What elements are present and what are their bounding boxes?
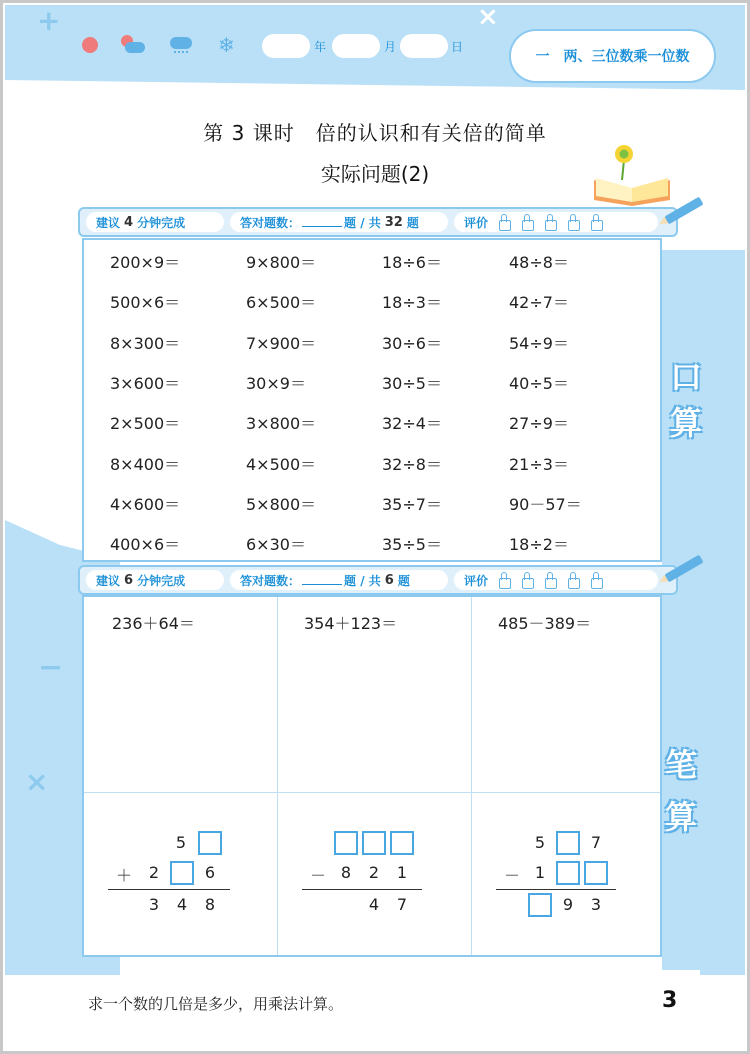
- oral-total: 32: [384, 214, 403, 230]
- thumb-icon[interactable]: [520, 214, 534, 230]
- total-label: 题 / 共: [344, 573, 381, 588]
- vertical-problem: [302, 829, 432, 929]
- thumb-icon[interactable]: [543, 214, 557, 230]
- total-unit: 题: [406, 215, 419, 230]
- answer-box[interactable]: [556, 861, 580, 885]
- answer-box[interactable]: [528, 893, 552, 917]
- page-number: 3: [662, 988, 678, 1013]
- oral-problem: 18÷6＝: [382, 253, 442, 272]
- oral-problem: 90－57＝: [509, 494, 582, 514]
- answer-box[interactable]: [170, 861, 194, 885]
- oral-problem: 48÷8＝: [509, 253, 569, 272]
- times-decor-icon: ×: [477, 2, 499, 32]
- oral-problem: 7×900＝: [246, 333, 317, 353]
- thumb-icon[interactable]: [566, 572, 580, 588]
- correct-count-field[interactable]: [302, 217, 342, 227]
- answer-box[interactable]: [584, 861, 608, 885]
- thumb-icon[interactable]: [566, 214, 580, 230]
- digit: 8: [204, 895, 216, 914]
- thumb-icon[interactable]: [589, 214, 603, 230]
- oral-problem: 30×9＝: [246, 373, 306, 393]
- vertical-problem: [108, 829, 238, 929]
- oral-problem: 30÷6＝: [382, 333, 442, 353]
- digit: 5: [175, 833, 187, 852]
- oral-problem: 27÷9＝: [509, 414, 569, 434]
- difference-line: [302, 889, 422, 890]
- day-label: 日: [451, 40, 464, 54]
- book-flower-icon: [590, 140, 674, 206]
- digit: 1: [396, 863, 408, 882]
- thumb-icon[interactable]: [589, 572, 603, 588]
- month-field[interactable]: [332, 34, 380, 58]
- operator: －: [309, 866, 326, 885]
- suggest-label: 建议: [96, 215, 121, 230]
- digit: 5: [534, 833, 546, 852]
- oral-problem: 8×300＝: [110, 333, 181, 353]
- oral-problem: 4×600＝: [110, 494, 181, 514]
- written-side-label-2: 算: [665, 798, 698, 836]
- row-divider: [84, 792, 660, 793]
- digit: 7: [396, 895, 408, 914]
- oral-problem: 8×400＝: [110, 454, 181, 474]
- chapter-badge: [509, 29, 716, 83]
- oral-problem: 3×600＝: [110, 373, 181, 393]
- vertical-problem: [496, 829, 626, 929]
- oral-score: [230, 212, 448, 232]
- written-problem: 485－389＝: [498, 614, 592, 633]
- oral-side-label-2: 算: [670, 404, 703, 442]
- lesson-subtitle: 实际问题(2): [320, 162, 430, 186]
- written-info-bar: [78, 565, 678, 595]
- oral-problem: 32÷4＝: [382, 414, 442, 434]
- oral-time-suggestion: [86, 212, 224, 232]
- oral-problem: 35÷7＝: [382, 494, 442, 514]
- digit: 9: [562, 895, 574, 914]
- plus-decor-icon: +: [37, 4, 61, 37]
- oral-problem: 500×6＝: [110, 293, 181, 313]
- answer-box[interactable]: [390, 831, 414, 855]
- oral-problem: 6×30＝: [246, 535, 306, 555]
- thumb-icon[interactable]: [497, 572, 511, 588]
- answer-box[interactable]: [334, 831, 358, 855]
- oral-problem: 32÷8＝: [382, 454, 442, 474]
- oral-side-label-1: 口: [670, 358, 703, 396]
- digit: 1: [534, 863, 546, 882]
- written-score: [230, 570, 448, 590]
- digit: 2: [368, 863, 380, 882]
- oral-minutes: 4: [124, 214, 134, 230]
- written-rating: [454, 570, 658, 590]
- oral-problem: 3×800＝: [246, 414, 317, 434]
- oral-problem: 5×800＝: [246, 494, 317, 514]
- weather-snowy-icon[interactable]: ❄: [218, 33, 235, 57]
- digit: 6: [204, 863, 216, 882]
- digit: 4: [176, 895, 188, 914]
- day-field[interactable]: [400, 34, 448, 58]
- operator: ＋: [115, 866, 132, 885]
- oral-problem: 9×800＝: [246, 253, 317, 272]
- answer-box[interactable]: [198, 831, 222, 855]
- oral-problem: 18÷2＝: [509, 535, 569, 555]
- digit: 3: [590, 895, 602, 914]
- operator: －: [503, 866, 520, 885]
- thumb-icon[interactable]: [520, 572, 534, 588]
- oral-info-bar: [78, 207, 678, 237]
- answer-box[interactable]: [362, 831, 386, 855]
- total-label: 题 / 共: [344, 215, 381, 230]
- lesson-title: 第 3 课时 倍的认识和有关倍的简单: [203, 121, 547, 145]
- oral-problem: 21÷3＝: [509, 454, 569, 474]
- times-decor-icon: ×: [25, 765, 49, 798]
- year-label: 年: [314, 40, 327, 54]
- year-field[interactable]: [262, 34, 310, 58]
- minus-decor-icon: −: [38, 650, 64, 685]
- digit: 2: [148, 863, 160, 882]
- column-divider: [277, 597, 278, 955]
- difference-line: [496, 889, 616, 890]
- digit: 3: [148, 895, 160, 914]
- correct-count-field[interactable]: [302, 575, 342, 585]
- answer-box[interactable]: [556, 831, 580, 855]
- thumb-icon[interactable]: [497, 214, 511, 230]
- sum-line: [108, 889, 230, 890]
- minutes-unit: 分钟完成: [137, 215, 186, 230]
- oral-calculation-panel: [82, 238, 662, 562]
- minutes-unit: 分钟完成: [137, 573, 186, 588]
- oral-problem: 4×500＝: [246, 454, 317, 474]
- column-divider: [471, 597, 472, 955]
- oral-problem: 6×500＝: [246, 293, 317, 313]
- oral-problem: 2×500＝: [110, 414, 181, 434]
- weather-cloudy-icon[interactable]: [119, 35, 147, 55]
- oral-problem: 400×6＝: [110, 535, 181, 555]
- total-unit: 题: [397, 573, 410, 588]
- digit: 7: [590, 833, 602, 852]
- oral-problem: 18÷3＝: [382, 293, 442, 313]
- rating-label: 评价: [464, 215, 489, 230]
- written-total: 6: [384, 572, 394, 588]
- thumb-icon[interactable]: [543, 572, 557, 588]
- oral-problem: 200×9＝: [110, 253, 181, 272]
- written-minutes: 6: [124, 572, 134, 588]
- oral-problem: 40÷5＝: [509, 373, 569, 393]
- written-time-suggestion: [86, 570, 224, 590]
- written-problem: 354＋123＝: [304, 614, 398, 633]
- rating-label: 评价: [464, 573, 489, 588]
- digit: 8: [340, 863, 352, 882]
- chapter-title: 一 两、三位数乘一位数: [535, 49, 690, 65]
- digit: 4: [368, 895, 380, 914]
- weather-rainy-icon[interactable]: [168, 37, 196, 59]
- correct-label: 答对题数：: [240, 573, 301, 588]
- oral-problem: 30÷5＝: [382, 373, 442, 393]
- oral-problem: 35÷5＝: [382, 535, 442, 555]
- correct-label: 答对题数：: [240, 215, 301, 230]
- footer-tip: 求一个数的几倍是多少，用乘法计算。: [88, 995, 344, 1013]
- oral-problem: 54÷9＝: [509, 333, 569, 353]
- written-problem: 236＋64＝: [112, 614, 195, 633]
- suggest-label: 建议: [96, 573, 121, 588]
- written-calculation-panel: [82, 595, 662, 957]
- oral-problem: 42÷7＝: [509, 293, 569, 313]
- written-side-label-1: 笔: [665, 746, 698, 784]
- oral-rating: [454, 212, 658, 232]
- weather-sunny-icon[interactable]: [82, 37, 98, 53]
- month-label: 月: [384, 40, 397, 54]
